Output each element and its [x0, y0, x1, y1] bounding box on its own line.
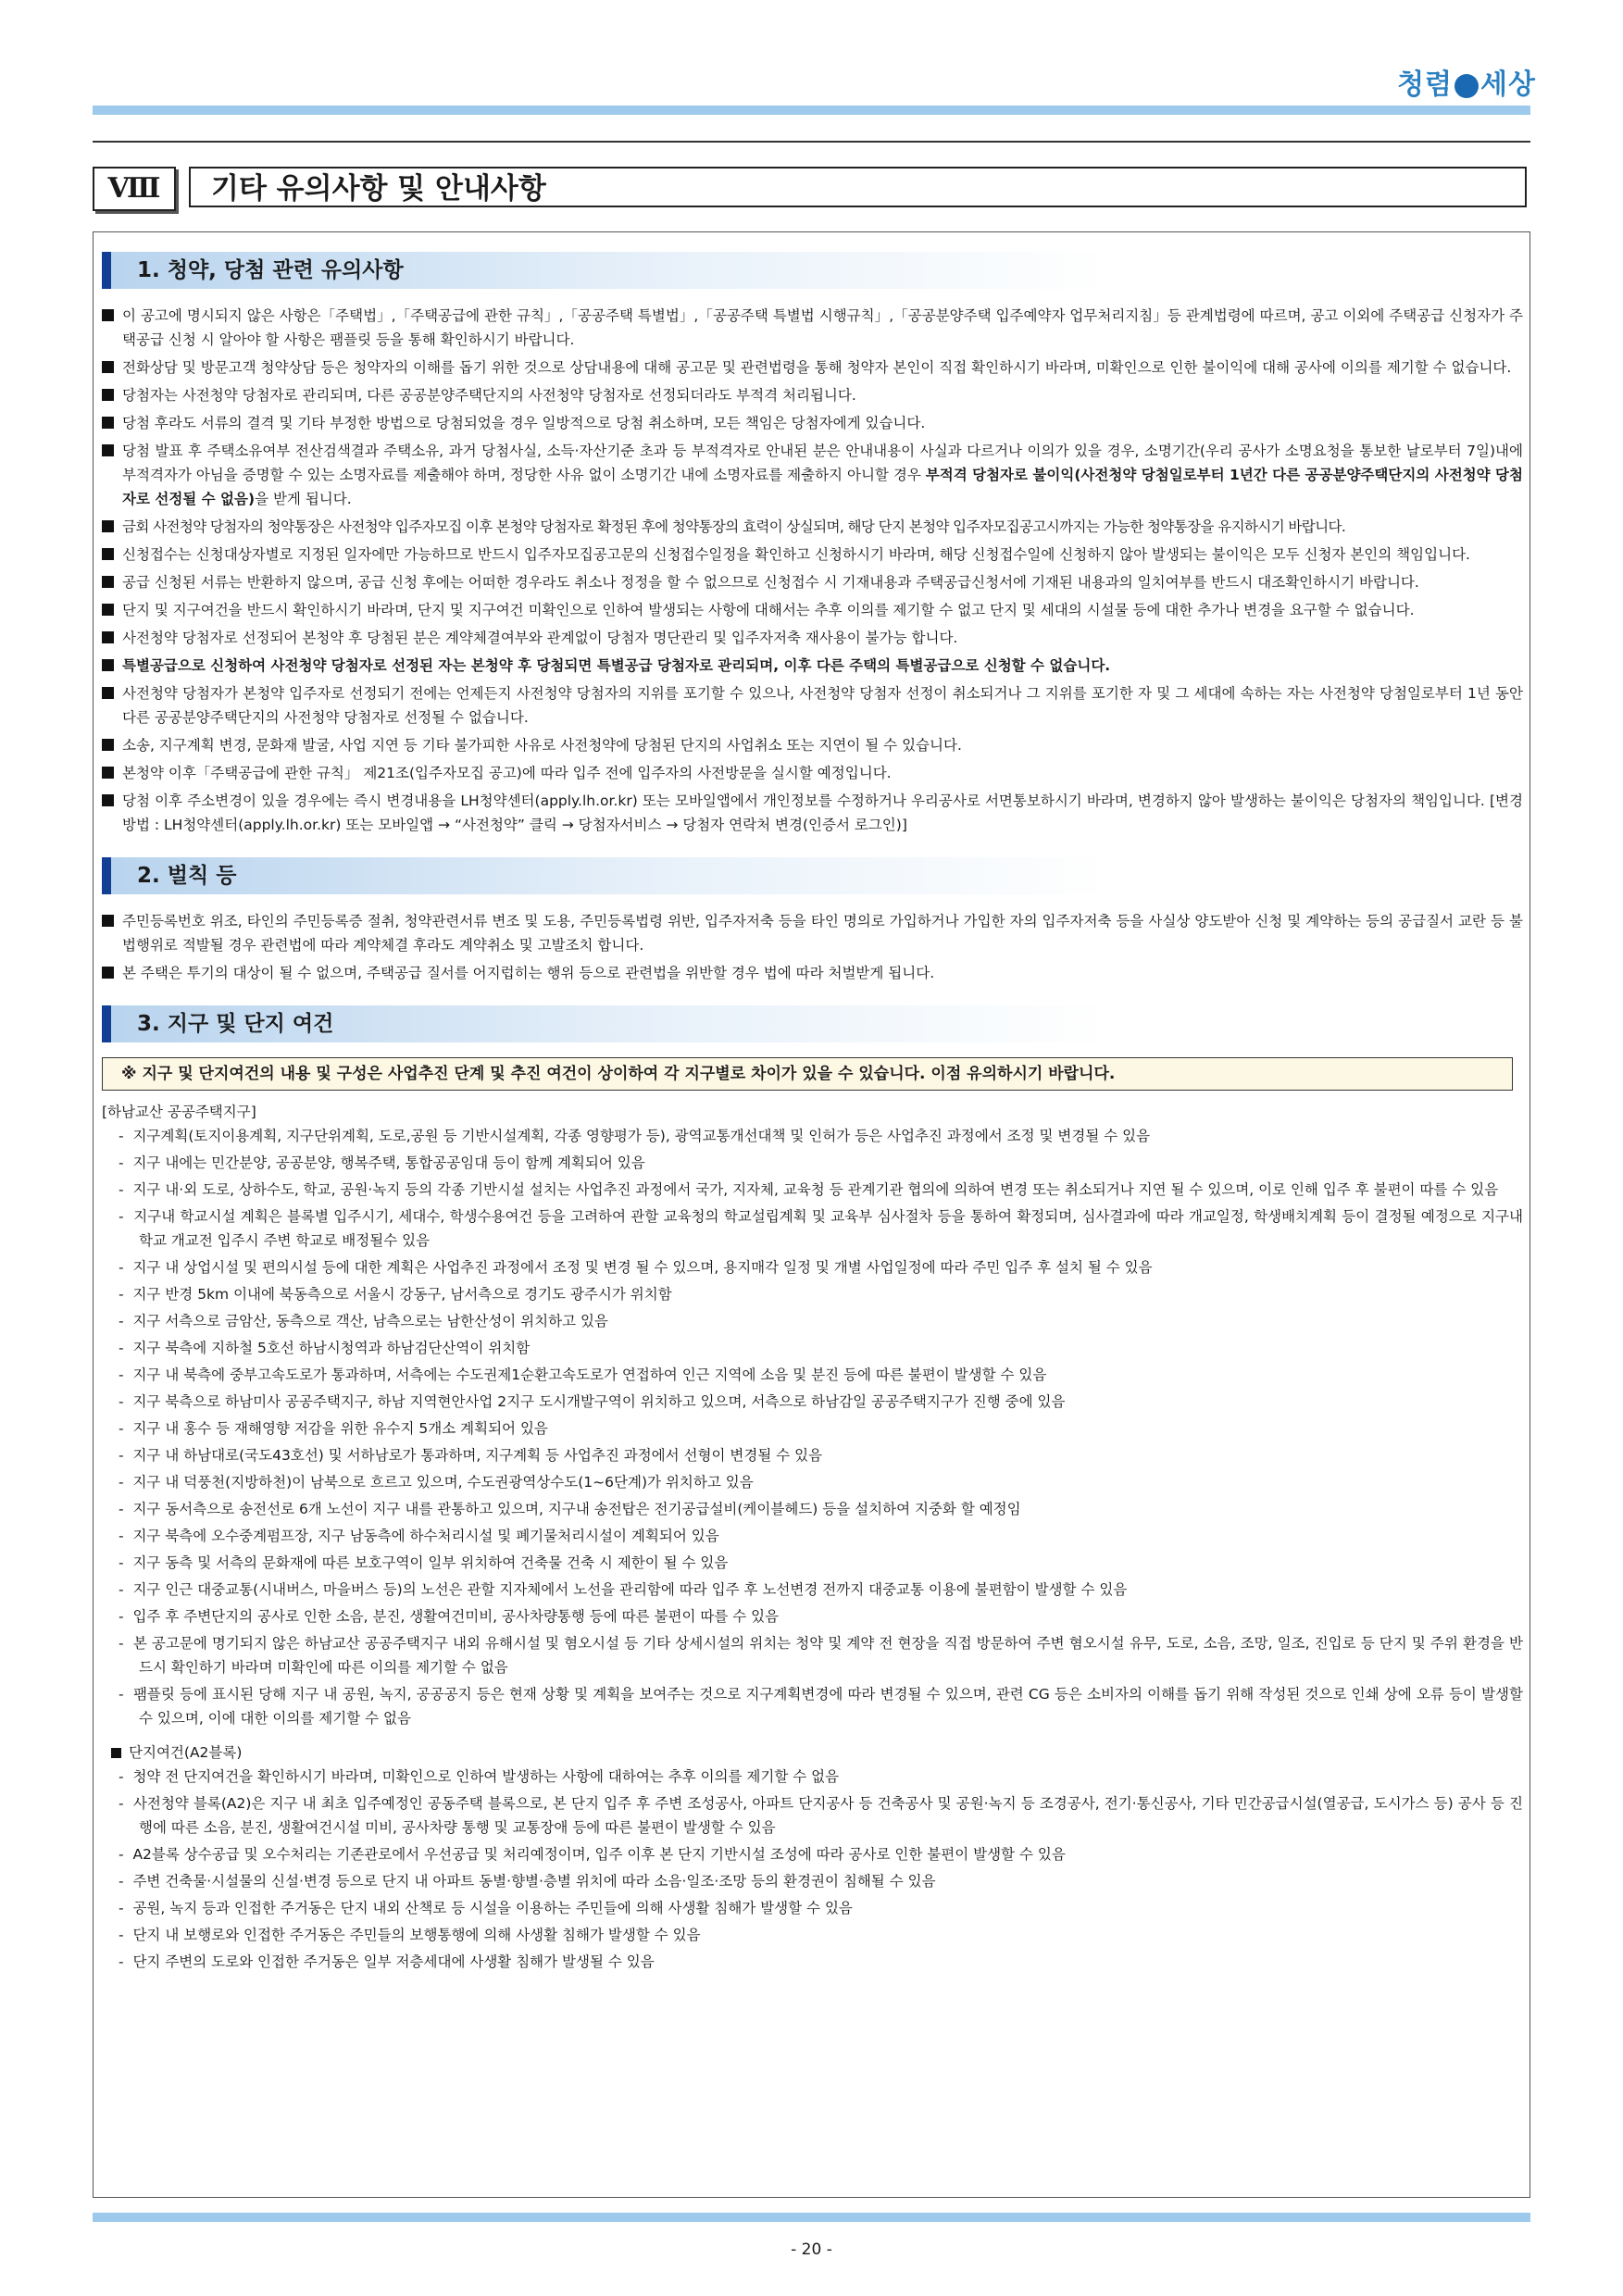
list-item: 주민등록번호 위조, 타인의 주민등록증 절취, 청약관련서류 변조 및 도용, 주민등록법령 위반, 입주자저축 등을 타인 명의로 가입하거나 가입한 자의 입주자저축 등을 사실상 양도받아 신청 및 계약하는 등의 공급질서 교란 등 불법행위로 적발될 경우 관련법에 따라 계약체결 후라도 계약취소 및 고발조치 합니다.: [102, 909, 1523, 957]
section-title: 2. 벌칙 등: [102, 857, 1111, 894]
logo-emblem-icon: [1454, 74, 1479, 98]
list-item: 단지 및 지구여건을 반드시 확인하시기 바라며, 단지 및 지구여건 미확인으로 인하여 발생되는 사항에 대해서는 추후 이의를 제기할 수 없고 단지 및 세대의 시설물 등에 대한 추가나 변경을 요구할 수 없습니다.: [102, 598, 1523, 622]
list-item: - 지구 반경 5km 이내에 북동측으로 서울시 강동구, 남서측으로 경기도 광주시가 위치함: [119, 1286, 672, 1303]
square-bullet-icon: [102, 687, 114, 699]
list-item: - 본 공고문에 명기되지 않은 하남교산 공공주택지구 내외 유해시설 및 혐오시설 등 기타 상세시설의 위치는 청약 및 계약 전 현장을 직접 방문하여 주변 혐오시설 유무, 도로, 소음, 조망, 일조, 진입로 등 단지 및 주위 환경을 반드시 확인하기 바라며 미확인에 따른 이의를 제기할 수 없음: [119, 1635, 1523, 1676]
list-item: 소송, 지구계획 변경, 문화재 발굴, 사업 지연 등 기타 불가피한 사유로 사전청약에 당첨된 단지의 사업취소 또는 지연이 될 수 있습니다.: [102, 733, 1523, 757]
square-bullet-icon: [102, 444, 114, 456]
list-item: - 지구 내·외 도로, 상하수도, 학교, 공원·녹지 등의 각종 기반시설 설치는 사업추진 과정에서 국가, 지자체, 교육청 등 관계기관 협의에 의하여 변경 또는 취소되거나 지연 될 수 있으며, 이로 인해 입주 후 불편이 따를 수 있음: [119, 1181, 1499, 1198]
integrity-logo: 청렴 세상: [1397, 69, 1536, 101]
square-bullet-icon: [102, 361, 114, 373]
list-item: - 지구 인근 대중교통(시내버스, 마을버스 등)의 노선은 관할 지자체에서 노선을 관리함에 따라 입주 후 노선변경 전까지 대중교통 이용에 불편함이 발생할 수 있음: [119, 1581, 1128, 1598]
top-accent-bar: [93, 106, 1530, 115]
list-item: 본 주택은 투기의 대상이 될 수 없으며, 주택공급 질서를 어지럽히는 행위 등으로 관련법을 위반할 경우 법에 따라 처벌받게 됩니다.: [102, 961, 1523, 985]
list-item-emphasis: 특별공급으로 신청하여 사전청약 당첨자로 선정된 자는 본청약 후 당첨되면 특별공급 당첨자로 관리되며, 이후 다른 주택의 특별공급으로 신청할 수 없습니다.: [102, 654, 1523, 678]
district-list: [102, 1124, 1523, 1730]
square-bullet-icon: [102, 309, 114, 321]
list-item: 사전청약 당첨자로 선정되어 본청약 후 당첨된 분은 계약체결여부와 관계없이 당첨자 명단관리 및 입주자저축 재사용이 불가능 합니다.: [102, 626, 1523, 650]
complex-list: [102, 1765, 1523, 1974]
square-bullet-icon: [102, 659, 114, 671]
square-bullet-icon: [102, 631, 114, 643]
list-item: - 입주 후 주변단지의 공사로 인한 소음, 분진, 생활여건미비, 공사차량통행 등에 따른 불편이 따를 수 있음: [119, 1608, 780, 1625]
square-bullet-icon: [111, 1748, 121, 1758]
chapter-header: [93, 167, 1530, 211]
square-bullet-icon: [102, 389, 114, 401]
list-item: - 지구 동서측으로 송전선로 6개 노선이 지구 내를 관통하고 있으며, 지구내 송전탑은 전기공급설비(케이블헤드) 등을 설치하여 지중화 할 예정임: [119, 1501, 1021, 1517]
list-item: 이 공고에 명시되지 않은 사항은「주택법」,「주택공급에 관한 규칙」,「공공주택 특별법」,「공공주택 특별법 시행규칙」,「공공분양주택 입주예약자 업무처리지침」등 관계법령에 따르며, 공고 이외에 주택공급 신청자가 주택공급 신청 시 알아야 할 사항은 팸플릿 등을 통해 확인하시기 바랍니다.: [102, 304, 1523, 352]
list-item: - 주변 건축물·시설물의 신설·변경 등으로 단지 내 아파트 동별·향별·층별 위치에 따라 소음·일조·조망 등의 환경권이 침해될 수 있음: [119, 1873, 936, 1890]
header-divider: [93, 141, 1530, 143]
page-number: - 20 -: [791, 2240, 832, 2259]
list-item: - 지구 북측으로 하남미사 공공주택지구, 하남 지역현안사업 2지구 도시개발구역이 위치하고 있으며, 서측으로 하남감일 공공주택지구가 진행 중에 있음: [119, 1393, 1066, 1410]
square-bullet-icon: [102, 794, 114, 806]
list-item: - 지구 내 북측에 중부고속도로가 통과하며, 서측에는 수도권제1순환고속도로가 연접하여 인근 지역에 소음 및 분진 등에 따른 불편이 발생할 수 있음: [119, 1366, 1047, 1383]
square-bullet-icon: [102, 417, 114, 429]
list-item: 신청접수는 신청대상자별로 지정된 일자에만 가능하므로 반드시 입주자모집공고문의 신청접수일정을 확인하고 신청하시기 바라며, 해당 신청접수일에 신청하지 않아 발생되는 불이익은 모두 신청자 본인의 책임입니다.: [102, 543, 1523, 567]
section-list: [102, 304, 1523, 837]
square-bullet-icon: [102, 739, 114, 751]
list-item: - 지구 동측 및 서측의 문화재에 따른 보호구역이 일부 위치하여 건축물 건축 시 제한이 될 수 있음: [119, 1554, 729, 1571]
list-item: - 팸플릿 등에 표시된 당해 지구 내 공원, 녹지, 공공공지 등은 현재 상황 및 계획을 보여주는 것으로 지구계획변경에 따라 변경될 수 있으며, 관련 CG 등은 소비자의 이해를 돕기 위해 작성된 것으로 인쇄 상에 오류 등이 발생할 수 있으며, 이에 대한 이의를 제기할 수 없음: [119, 1686, 1523, 1727]
page-content: [102, 252, 1523, 1977]
square-bullet-icon: [102, 915, 114, 927]
list-item: - 지구내 학교시설 계획은 블록별 입주시기, 세대수, 학생수용여건 등을 고려하여 관할 교육청의 학교설립계획 및 교육부 심사절차 등을 통하여 확정되며, 심사결과에 따라 개교일정, 학생배치계획 등이 결정될 예정으로 지구내 학교 개교전 입주시 주변 학교로 배정될수 있음: [119, 1208, 1523, 1249]
list-item: 당첨 이후 주소변경이 있을 경우에는 즉시 변경내용을 LH청약센터(apply.lh.or.kr) 또는 모바일앱에서 개인정보를 수정하거나 우리공사로 서면통보하시기 바라며, 변경하지 않아 발생하는 불이익은 당첨자의 책임입니다. [변경방법 : LH청약센터(apply.lh.or.kr) 또는 모바일앱 → “사전청약” 클릭 → 당첨자서비스 → 당첨자 연락처 변경(인증서 로그인)]: [102, 789, 1523, 837]
chapter-number: Ⅷ: [93, 167, 176, 211]
chapter-title: 기타 유의사항 및 안내사항: [189, 167, 1527, 207]
list-item: 본청약 이후「주택공급에 관한 규칙」 제21조(입주자모집 공고)에 따라 입주 전에 입주자의 사전방문을 실시할 예정입니다.: [102, 761, 1523, 785]
list-item: - 지구 내 상업시설 및 편의시설 등에 대한 계획은 사업추진 과정에서 조정 및 변경 될 수 있으며, 용지매각 일정 및 개별 사업일정에 따라 주민 입주 후 설치 될 수 있음: [119, 1259, 1153, 1276]
notice-box: ※ 지구 및 단지여건의 내용 및 구성은 사업추진 단계 및 추진 여건이 상이하여 각 지구별로 차이가 있을 수 있습니다. 이점 유의하시기 바랍니다.: [102, 1057, 1513, 1091]
complex-title: 단지여건(A2블록): [102, 1741, 1523, 1765]
list-item: 당첨자는 사전청약 당첨자로 관리되며, 다른 공공분양주택단지의 사전청약 당첨자로 선정되더라도 부적격 처리됩니다.: [102, 383, 1523, 407]
list-item: - 지구 내 하남대로(국도43호선) 및 서하남로가 통과하며, 지구계획 등 사업추진 과정에서 선형이 변경될 수 있음: [119, 1447, 823, 1464]
list-item: - 청약 전 단지여건을 확인하시기 바라며, 미확인으로 인하여 발생하는 사항에 대하여는 추후 이의를 제기할 수 없음: [119, 1768, 840, 1785]
list-item: 금회 사전청약 당첨자의 청약통장은 사전청약 입주자모집 이후 본청약 당첨자로 확정된 후에 청약통장의 효력이 상실되며, 해당 단지 본청약 입주자모집공고시까지는 가능한 청약통장을 유지하시기 바랍니다.: [102, 515, 1523, 539]
list-item: 사전청약 당첨자가 본청약 입주자로 선정되기 전에는 언제든지 사전청약 당첨자의 지위를 포기할 수 있으나, 사전청약 당첨자 선정이 취소되거나 그 지위를 포기한 자 및 그 세대에 속하는 자는 사전청약 당첨일로부터 1년 동안 다른 공공분양주택단지의 사전청약 당첨자로 선정될 수 없습니다.: [102, 681, 1523, 730]
square-bullet-icon: [102, 767, 114, 779]
list-item: 공급 신청된 서류는 반환하지 않으며, 공급 신청 후에는 어떠한 경우라도 취소나 정정을 할 수 없으므로 신청접수 시 기재내용과 주택공급신청서에 기재된 내용과의 일치여부를 반드시 대조확인하시기 바랍니다.: [102, 570, 1523, 594]
list-item: - 지구 서측으로 금암산, 동측으로 객산, 남측으로는 남한산성이 위치하고 있음: [119, 1313, 608, 1329]
square-bullet-icon: [102, 576, 114, 588]
square-bullet-icon: [102, 967, 114, 979]
section-list: [102, 909, 1523, 985]
list-item: - 지구 내 덕풍천(지방하천)이 남북으로 흐르고 있으며, 수도권광역상수도(1~6단계)가 위치하고 있음: [119, 1474, 754, 1491]
list-item: - 지구 내에는 민간분양, 공공분양, 행복주택, 통합공공임대 등이 함께 계획되어 있음: [119, 1154, 645, 1171]
list-item: - 단지 내 보행로와 인접한 주거동은 주민들의 보행통행에 의해 사생활 침해가 발생할 수 있음: [119, 1927, 701, 1943]
section-title: 1. 청약, 당첨 관련 유의사항: [102, 252, 1111, 289]
list-item: - 지구 내 홍수 등 재해영향 저감을 위한 유수지 5개소 계획되어 있음: [119, 1420, 548, 1437]
list-item: - A2블록 상수공급 및 오수처리는 기존관로에서 우선공급 및 처리예정이며, 입주 이후 본 단지 기반시설 조성에 따라 공사로 인한 불편이 발생할 수 있음: [119, 1846, 1066, 1863]
square-bullet-icon: [102, 604, 114, 616]
list-item: 전화상담 및 방문고객 청약상담 등은 청약자의 이해를 돕기 위한 것으로 상담내용에 대해 공고문 및 관련법령을 통해 청약자 본인이 직접 확인하시기 바라며, 미확인으로 인한 불이익에 대해 공사에 이의를 제기할 수 없습니다.: [102, 356, 1523, 380]
section-title: 3. 지구 및 단지 여건: [102, 1005, 1111, 1042]
list-item: 당첨 발표 후 주택소유여부 전산검색결과 주택소유, 과거 당첨사실, 소득·자산기준 초과 등 부적격자로 안내된 분은 안내내용이 사실과 다르거나 이의가 있을 경우, 소명기간(우리 공사가 소명요청을 통보한 날로부터 7일)내에 부적격자가 아님을 증명할 수 있는 소명자료를 제출해야 하며, 정당한 사유 없이 소명기간 내에 소명자료를 제출하지 아니할 경우 부적격 당첨자로 불이익(사전청약 당첨일로부터 1년간 다른 공공분양주택단지의 사전청약 당첨자로 선정될 수 없음)을 받게 됩니다.: [102, 439, 1523, 511]
list-item: - 지구 북측에 지하철 5호선 하남시청역과 하남검단산역이 위치함: [119, 1340, 531, 1356]
district-title: [하남교산 공공주택지구]: [102, 1104, 256, 1120]
list-item: - 공원, 녹지 등과 인접한 주거동은 단지 내외 산책로 등 시설을 이용하는 주민들에 의해 사생활 침해가 발생할 수 있음: [119, 1900, 853, 1916]
list-item: 당첨 후라도 서류의 결격 및 기타 부정한 방법으로 당첨되었을 경우 일방적으로 당첨 취소하며, 모든 책임은 당첨자에게 있습니다.: [102, 411, 1523, 435]
bottom-accent-bar: [93, 2213, 1530, 2222]
list-item: - 사전청약 블록(A2)은 지구 내 최초 입주예정인 공동주택 블록으로, 본 단지 입주 후 주변 조성공사, 아파트 단지공사 등 건축공사 및 공원·녹지 등 조경공사, 전기·통신공사, 기타 민간공급시설(열공급, 도시가스 등) 공사 등 진행에 따른 소음, 분진, 생활여건시설 미비, 공사차량 통행 및 교통장애 등에 따른 불편이 발생할 수 있음: [119, 1795, 1523, 1836]
list-item: - 지구계획(토지이용계획, 지구단위계획, 도로,공원 등 기반시설계획, 각종 영향평가 등), 광역교통개선대책 및 인허가 등은 사업추진 과정에서 조정 및 변경될 수 있음: [119, 1128, 1151, 1144]
square-bullet-icon: [102, 520, 114, 532]
list-item: - 지구 북측에 오수중계펌프장, 지구 남동측에 하수처리시설 및 폐기물처리시설이 계획되어 있음: [119, 1528, 719, 1544]
square-bullet-icon: [102, 548, 114, 560]
list-item: - 단지 주변의 도로와 인접한 주거동은 일부 저층세대에 사생활 침해가 발생될 수 있음: [119, 1953, 655, 1970]
